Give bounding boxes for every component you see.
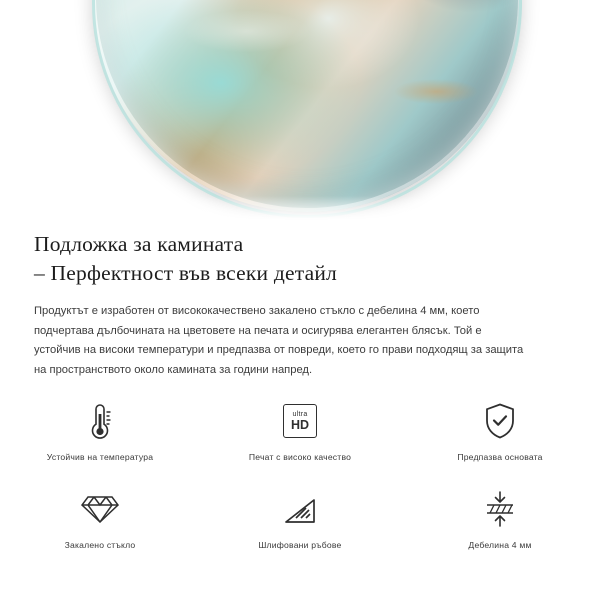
- description-paragraph: Продуктът е изработен от висококачествено закалено стъкло с дебелина 4 мм, което подчертава дълбочината на цветовете на печата и осигурява елегантен блясък. Той е устойчив на високи температури и предпазва от повреди, което го прави подходящ за защита на пространството около камината за години напред.: [34, 305, 524, 376]
- feature-item-print-quality: [200, 398, 400, 462]
- feature-label: Шлифовани ръбове: [258, 540, 342, 550]
- feature-label: Закалено стъкло: [64, 540, 136, 550]
- ultra-hd-icon: [283, 398, 317, 444]
- thickness-arrows-icon: [482, 486, 518, 532]
- feature-item-surface-protection: [400, 398, 600, 462]
- polished-edges-icon: [282, 486, 318, 532]
- page-title: [0, 230, 600, 288]
- page-title-line-2: – Перфектност във всеки детайл: [34, 261, 337, 285]
- feature-label: Устойчив на температура: [46, 452, 154, 462]
- feature-label: Печат с високо качество: [248, 452, 352, 462]
- feature-label: Предпазва основата: [457, 452, 543, 462]
- thermometer-icon: [85, 398, 115, 444]
- feature-grid: [0, 398, 600, 550]
- glass-plate-graphic: [92, 0, 522, 212]
- shield-check-icon: [483, 398, 517, 444]
- feature-item-polished-edges: [200, 486, 400, 550]
- hero-image: [0, 0, 600, 222]
- feature-item-temperature: [0, 398, 200, 462]
- ultra-hd-badge-top: ultra: [292, 410, 308, 418]
- feature-label: Дебелина 4 мм: [468, 540, 532, 550]
- feature-item-thickness: [400, 486, 600, 550]
- ultra-hd-badge-bottom: HD: [290, 417, 310, 432]
- diamond-icon: [80, 486, 120, 532]
- hero-bottom-fade: [0, 196, 600, 222]
- page-title-line-1: Подложка за камината: [34, 232, 244, 256]
- text-content: [0, 230, 600, 380]
- feature-item-tempered-glass: [0, 486, 200, 550]
